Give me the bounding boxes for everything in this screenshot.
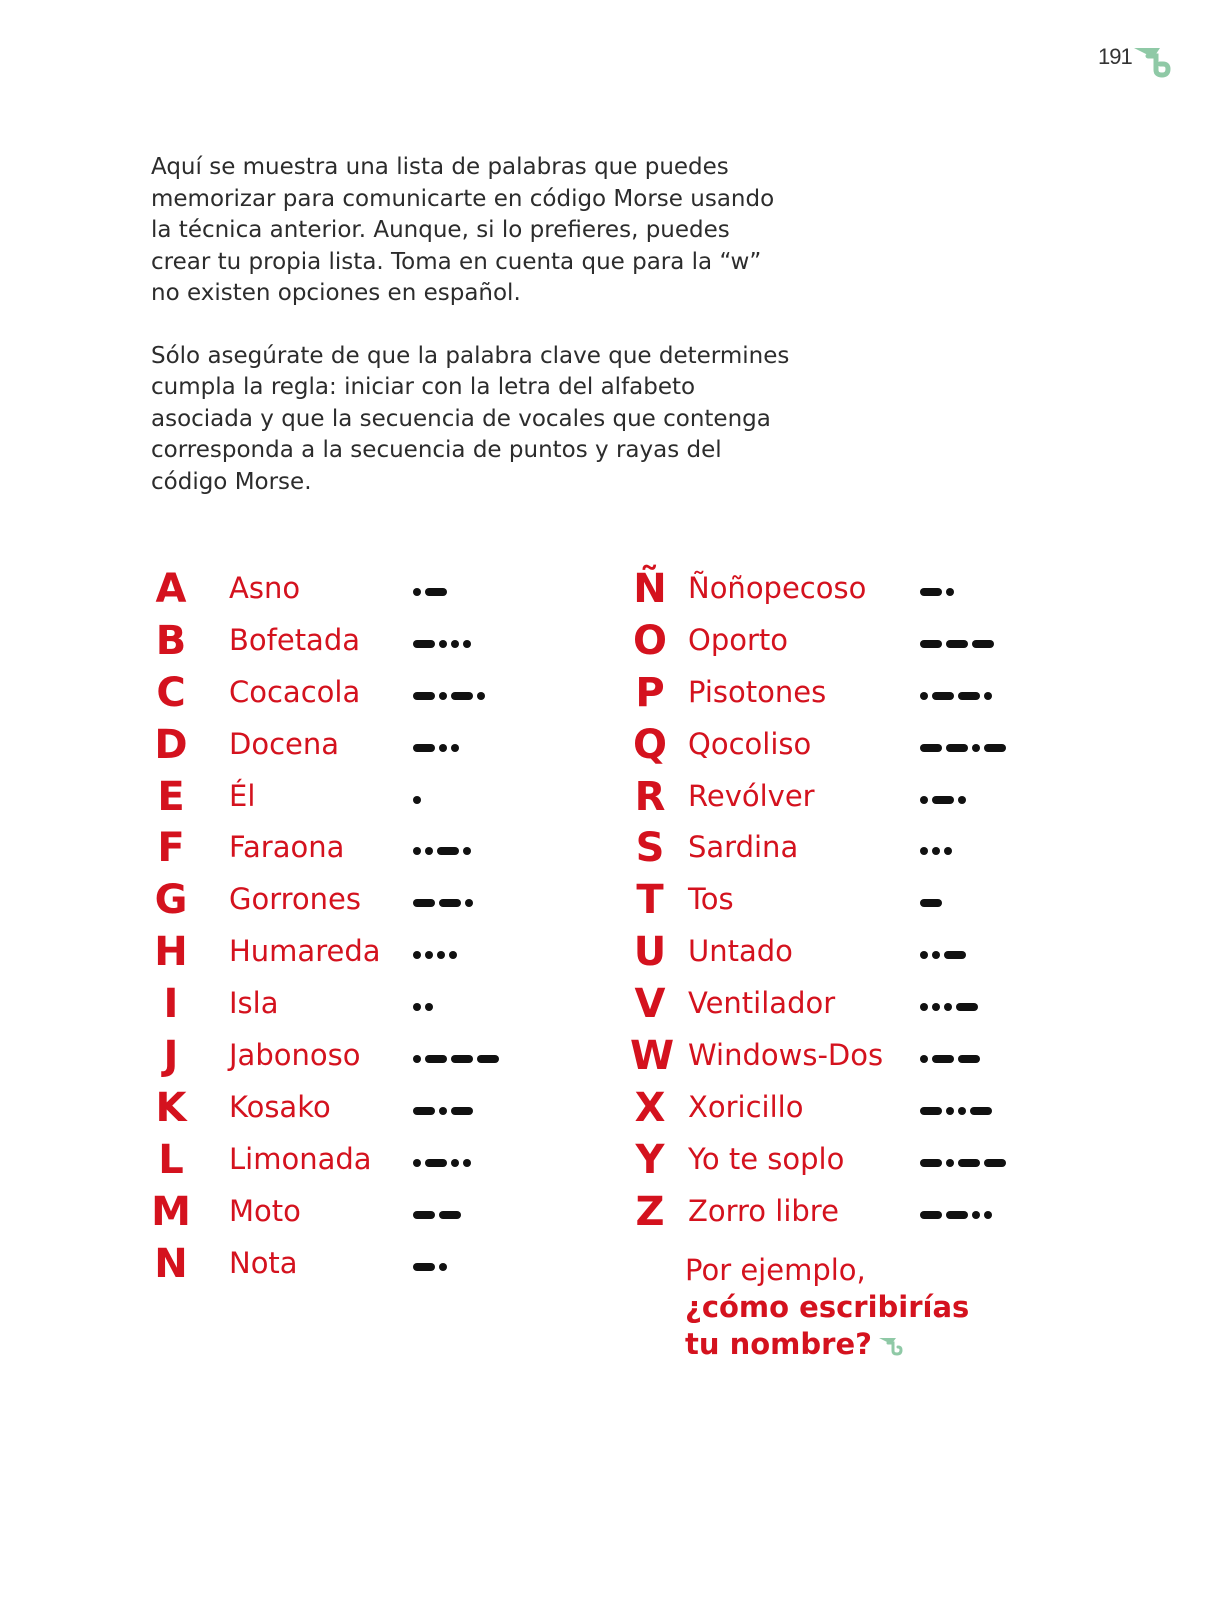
- row-keyword: Él: [229, 778, 256, 813]
- morse-dash: [439, 1211, 461, 1219]
- morse-dot: [451, 640, 459, 648]
- morse-dot: [958, 796, 966, 804]
- row-keyword: Ñoñopecoso: [688, 571, 867, 605]
- morse-dot: [972, 744, 980, 752]
- morse-dot: [425, 951, 433, 959]
- morse-code: [413, 640, 471, 648]
- morse-dot: [413, 796, 421, 804]
- row-keyword: Tos: [688, 882, 734, 917]
- row-letter: R: [634, 773, 666, 820]
- morse-dot: [920, 1055, 928, 1063]
- morse-dot: [413, 1055, 421, 1063]
- morse-dot: [477, 692, 485, 700]
- row-letter: T: [636, 877, 664, 924]
- row-keyword: Limonada: [229, 1141, 372, 1176]
- row-letter: B: [155, 617, 187, 664]
- row-letter: Q: [632, 721, 667, 768]
- morse-dot: [920, 847, 928, 855]
- row-keyword: Pisotones: [688, 674, 827, 709]
- example-line-3-wrap: [685, 1326, 969, 1363]
- morse-dash: [413, 1263, 435, 1271]
- row-letter: I: [163, 981, 179, 1028]
- row-letter: K: [155, 1084, 187, 1131]
- morse-dot: [946, 1107, 954, 1115]
- morse-code: [413, 744, 459, 752]
- row-keyword: Untado: [688, 934, 793, 969]
- row-keyword: Isla: [229, 986, 279, 1021]
- morse-dot: [439, 692, 447, 700]
- row-keyword: Asno: [229, 571, 301, 605]
- row-letter: N: [154, 1240, 188, 1287]
- morse-dash: [413, 692, 435, 700]
- morse-code: [920, 588, 954, 596]
- morse-dash: [972, 640, 994, 648]
- green-arrow-icon: [878, 1335, 906, 1357]
- morse-dash: [920, 640, 942, 648]
- example-line-2: ¿cómo escribirías: [685, 1290, 970, 1324]
- row-keyword: Nota: [229, 1245, 298, 1280]
- morse-code: [413, 1055, 499, 1063]
- morse-code: [920, 899, 942, 907]
- morse-dash: [425, 1055, 447, 1063]
- morse-dot: [449, 951, 457, 959]
- row-letter: V: [634, 981, 666, 1028]
- row-letter: L: [158, 1136, 184, 1183]
- morse-dash: [920, 588, 942, 596]
- row-keyword: Yo te soplo: [688, 1141, 845, 1176]
- morse-dot: [932, 847, 940, 855]
- morse-dot: [920, 692, 928, 700]
- morse-code: [920, 744, 1006, 752]
- row-keyword: Qocoliso: [688, 726, 812, 761]
- morse-dash: [920, 1211, 942, 1219]
- intro-text: [151, 152, 791, 498]
- morse-dot: [425, 847, 433, 855]
- morse-dash: [944, 951, 966, 959]
- morse-dash: [958, 692, 980, 700]
- row-keyword: Ventilador: [688, 986, 836, 1021]
- morse-dash: [958, 1159, 980, 1167]
- row-letter: P: [635, 669, 665, 716]
- row-letter: U: [633, 929, 667, 976]
- morse-dash: [970, 1107, 992, 1115]
- morse-dash: [958, 1055, 980, 1063]
- morse-dot: [413, 1159, 421, 1167]
- row-letter: F: [157, 825, 185, 872]
- morse-dash: [413, 1211, 435, 1219]
- morse-dash: [451, 1107, 473, 1115]
- morse-code: [413, 1107, 473, 1115]
- morse-dash: [413, 744, 435, 752]
- row-letter: Ñ: [633, 566, 667, 612]
- row-letter: C: [156, 669, 186, 716]
- morse-dash: [425, 588, 447, 596]
- morse-dot: [463, 847, 471, 855]
- example-question: [685, 1252, 969, 1363]
- morse-dot: [920, 951, 928, 959]
- row-letter: O: [632, 617, 667, 664]
- morse-code: [413, 692, 485, 700]
- row-keyword: Windows-Dos: [688, 1038, 884, 1073]
- row-keyword: Humareda: [229, 934, 381, 969]
- row-letter: J: [163, 1033, 179, 1080]
- row-keyword: Kosako: [229, 1089, 331, 1124]
- morse-dash: [920, 744, 942, 752]
- morse-code: [413, 796, 421, 804]
- morse-dot: [425, 1003, 433, 1011]
- morse-dot: [463, 640, 471, 648]
- row-keyword: Faraona: [229, 830, 345, 865]
- morse-code: [920, 1055, 980, 1063]
- morse-dot: [413, 1003, 421, 1011]
- morse-code: [413, 1003, 433, 1011]
- morse-dot: [972, 1211, 980, 1219]
- row-keyword: Bofetada: [229, 622, 361, 657]
- morse-code: [920, 1159, 1006, 1167]
- morse-dot: [451, 744, 459, 752]
- intro-paragraph-1: Aquí se muestra una lista de palabras que puedes memorizar para comunicarte en código Morse usando la técnica anterior. Aunque, si lo prefieres, puedes crear tu propia lista. Toma en cuenta que para la “w” no existen opciones en español.: [151, 154, 775, 306]
- morse-dot: [413, 588, 421, 596]
- row-keyword: Xoricillo: [688, 1089, 804, 1124]
- row-keyword: Revólver: [688, 778, 815, 813]
- morse-dash: [932, 692, 954, 700]
- morse-code: [413, 847, 471, 855]
- row-keyword: Oporto: [688, 622, 789, 657]
- row-letter: H: [154, 929, 188, 976]
- morse-dash: [425, 1159, 447, 1167]
- morse-dot: [920, 1003, 928, 1011]
- morse-code: [413, 588, 447, 596]
- morse-dash: [956, 1003, 978, 1011]
- row-letter: Z: [635, 1188, 665, 1235]
- morse-code: [920, 847, 952, 855]
- morse-dot: [439, 744, 447, 752]
- row-keyword: Gorrones: [229, 882, 361, 917]
- morse-dot: [439, 1107, 447, 1115]
- morse-dot: [920, 796, 928, 804]
- row-keyword: Cocacola: [229, 674, 361, 709]
- morse-dot: [932, 951, 940, 959]
- morse-code: [413, 1159, 471, 1167]
- morse-code: [920, 1211, 992, 1219]
- morse-dash: [451, 692, 473, 700]
- row-keyword: Jabonoso: [229, 1038, 361, 1073]
- page-number: 191: [1098, 44, 1132, 69]
- morse-dash: [932, 796, 954, 804]
- morse-dot: [984, 1211, 992, 1219]
- row-letter: Y: [635, 1136, 665, 1183]
- example-line-1: Por ejemplo,: [685, 1253, 866, 1287]
- row-letter: G: [154, 877, 188, 924]
- row-keyword: Moto: [229, 1193, 301, 1228]
- row-letter: S: [635, 825, 665, 872]
- green-arrow-icon: [1132, 44, 1174, 78]
- morse-dot: [439, 640, 447, 648]
- row-keyword: Docena: [229, 726, 340, 761]
- morse-dash: [451, 1055, 473, 1063]
- morse-dot: [451, 1159, 459, 1167]
- morse-dash: [946, 744, 968, 752]
- morse-dash: [946, 640, 968, 648]
- morse-dash: [984, 1159, 1006, 1167]
- morse-code: [920, 640, 994, 648]
- morse-dash: [946, 1211, 968, 1219]
- morse-dash: [920, 1107, 942, 1115]
- morse-dot: [413, 847, 421, 855]
- morse-dash: [984, 744, 1006, 752]
- row-keyword: Zorro libre: [688, 1193, 839, 1228]
- morse-dot: [946, 1159, 954, 1167]
- example-line-3: tu nombre?: [685, 1327, 872, 1361]
- morse-code: [413, 1211, 461, 1219]
- morse-dash: [413, 899, 435, 907]
- row-letter: E: [157, 773, 185, 820]
- row-letter: A: [155, 566, 187, 612]
- row-keyword: Sardina: [688, 830, 799, 865]
- morse-dot: [413, 951, 421, 959]
- morse-code: [920, 692, 992, 700]
- morse-code: [413, 951, 457, 959]
- morse-dot: [463, 1159, 471, 1167]
- morse-dash: [413, 1107, 435, 1115]
- morse-dash: [920, 899, 942, 907]
- morse-dash: [439, 899, 461, 907]
- morse-dot: [958, 1107, 966, 1115]
- morse-dash: [413, 640, 435, 648]
- morse-dash: [437, 847, 459, 855]
- row-letter: D: [154, 721, 188, 768]
- morse-dash: [932, 1055, 954, 1063]
- morse-dot: [437, 951, 445, 959]
- morse-code: [413, 899, 473, 907]
- row-letter: M: [151, 1188, 191, 1235]
- row-letter: X: [634, 1084, 666, 1131]
- morse-code: [920, 951, 966, 959]
- morse-code: [920, 1107, 992, 1115]
- row-letter: W: [630, 1033, 675, 1080]
- morse-dot: [984, 692, 992, 700]
- morse-code: [413, 1263, 447, 1271]
- morse-dot: [932, 1003, 940, 1011]
- morse-code: [920, 796, 966, 804]
- morse-dot: [439, 1263, 447, 1271]
- intro-paragraph-2: Sólo asegúrate de que la palabra clave que determines cumpla la regla: iniciar con la letra del alfabeto asociada y que la secuencia de vocales que contenga corresponda a la secuencia de puntos y rayas del código Morse.: [151, 342, 790, 495]
- morse-code: [920, 1003, 978, 1011]
- morse-dot: [465, 899, 473, 907]
- morse-dot: [946, 588, 954, 596]
- morse-dash: [920, 1159, 942, 1167]
- morse-dot: [944, 847, 952, 855]
- morse-dash: [477, 1055, 499, 1063]
- morse-dot: [944, 1003, 952, 1011]
